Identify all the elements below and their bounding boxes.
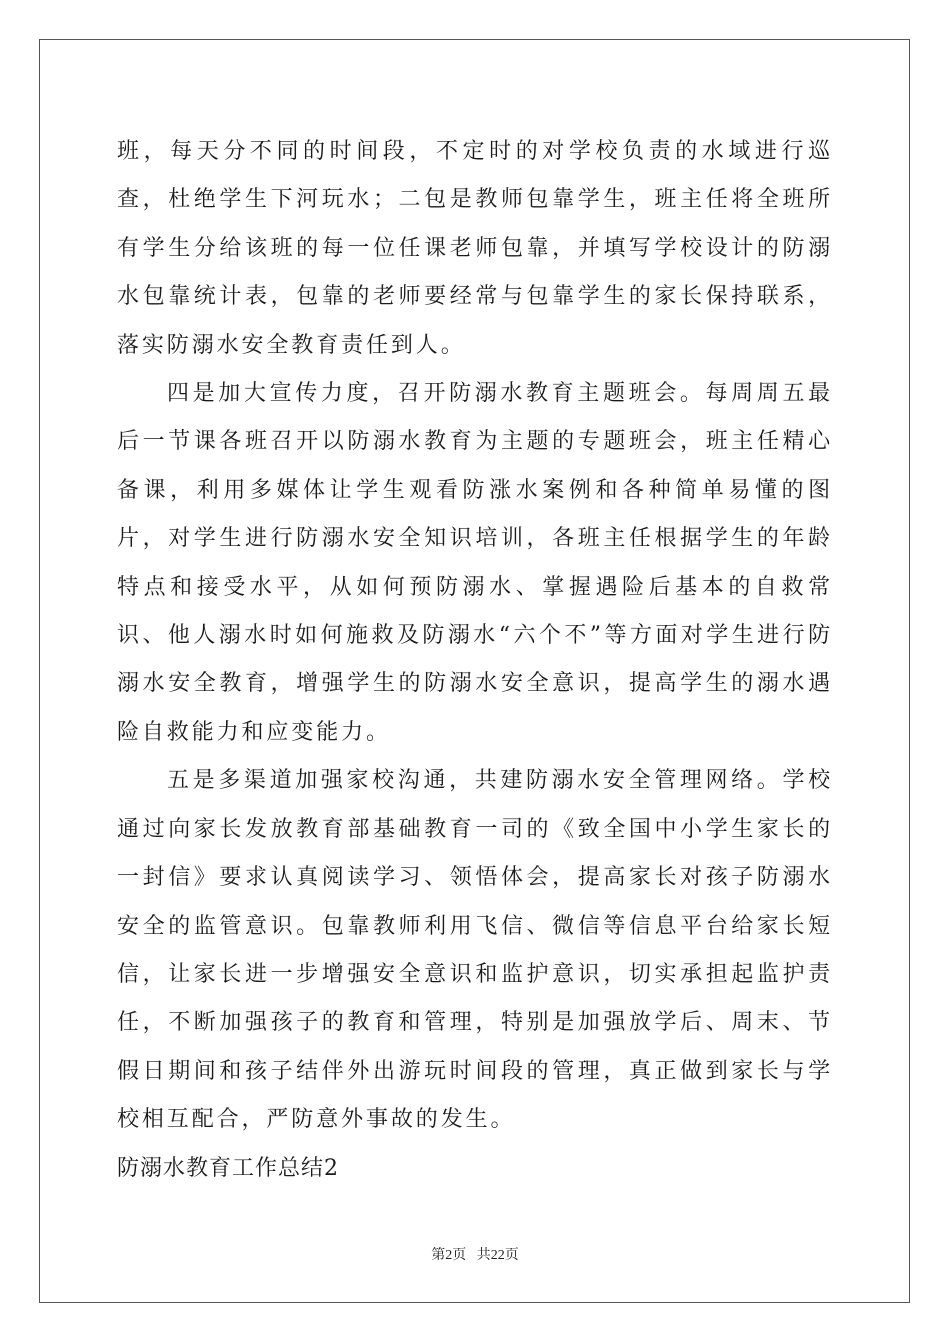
- page-footer: [0, 1244, 950, 1264]
- paragraph-continued: 班，每天分不同的时间段，不定时的对学校负责的水域进行巡查，杜绝学生下河玩水；二包是教师包靠学生，班主任将全班所有学生分给该班的每一位任课老师包靠，并填写学校设计的防溺水包靠统计表，包靠的老师要经常与包靠学生的家长保持联系，落实防溺水安全教育责任到人。: [117, 139, 833, 358]
- footer-gap: [466, 1248, 477, 1263]
- document-body: [117, 128, 833, 1193]
- paragraph-five: 五是多渠道加强家校沟通，共建防溺水安全管理网络。学校通过向家长发放教育部基础教育一司的《致全国中小学生家长的一封信》要求认真阅读学习、领悟体会，提高家长对孩子防溺水安全的监管意识。包靠教师利用飞信、微信等信息平台给家长短信，让家长进一步增强安全意识和监护意识，切实承担起监护责任，不断加强孩子的教育和管理，特别是加强放学后、周末、节假日期间和孩子结伴外出游玩时间段的管理，真正做到家长与学校相互配合，严防意外事故的发生。: [117, 768, 833, 1133]
- page-number: 第2页: [431, 1248, 467, 1263]
- paragraph-four: 四是加大宣传力度，召开防溺水教育主题班会。每周周五最后一节课各班召开以防溺水教育为主题的专题班会，班主任精心备课，利用多媒体让学生观看防涨水案例和各种简单易懂的图片，对学生进行防溺水安全知识培训，各班主任根据学生的年龄特点和接受水平，从如何预防溺水、掌握遇险后基本的自救常识、他人溺水时如何施救及防溺水“六个不”等方面对学生进行防溺水安全教育，增强学生的防溺水安全意识，提高学生的溺水遇险自救能力和应变能力。: [117, 381, 833, 745]
- section-heading: 防溺水教育工作总结2: [117, 1155, 339, 1181]
- page-total: 共22页: [476, 1248, 519, 1263]
